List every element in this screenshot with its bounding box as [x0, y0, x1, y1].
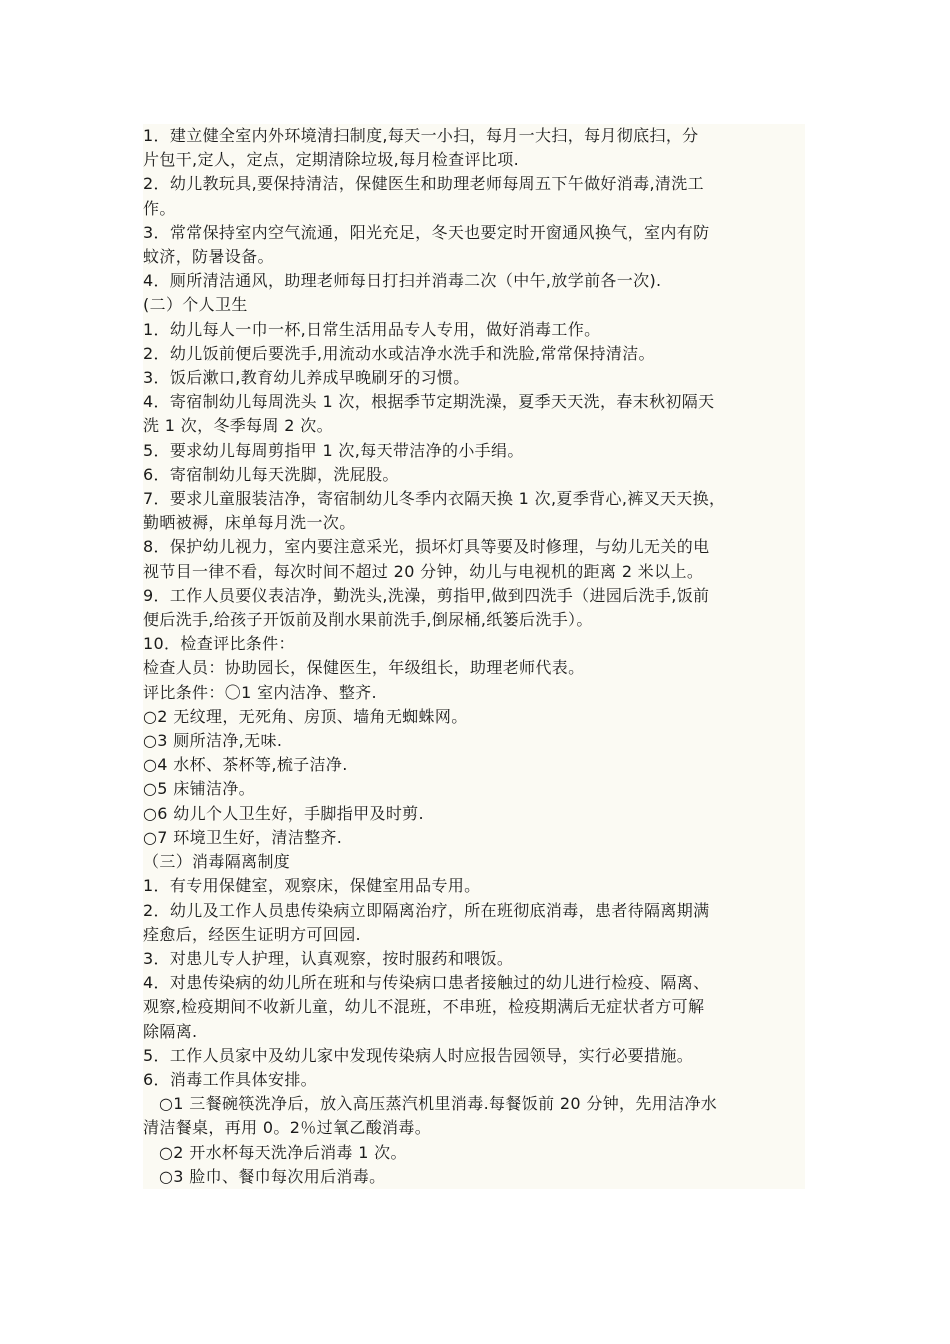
text-line: ○3 厕所洁净,无味.: [143, 731, 283, 751]
text-line: ○7 环境卫生好，清洁整齐.: [143, 827, 343, 847]
text-line: 作。: [143, 198, 176, 218]
text-line: 8．保护幼儿视力，室内要注意采光，损坏灯具等要及时修理，与幼儿无关的电: [143, 537, 710, 557]
text-line: 片包干,定人，定点，定期清除垃圾,每月检查评比项.: [143, 150, 520, 170]
text-line: ○6 幼儿个人卫生好，手脚指甲及时剪.: [143, 803, 424, 823]
text-line: 检查人员：协助园长，保健医生，年级组长，助理老师代表。: [143, 658, 585, 678]
text-line: 清洁餐桌，再用 0。2％过氧乙酸消毒。: [143, 1118, 432, 1138]
text-line: 3．常常保持室内空气流通，阳光充足，冬天也要定时开窗通风换气，室内有防: [143, 222, 710, 242]
text-line: 便后洗手,给孩子开饭前及削水果前洗手,倒尿桶,纸篓后洗手）。: [143, 610, 593, 630]
text-line: 9．工作人员要仪表洁净，勤洗头,洗澡，剪指甲,做到四洗手（进园后洗手,饭前: [143, 585, 710, 605]
text-line: 3．对患儿专人护理，认真观察，按时服药和喂饭。: [143, 948, 514, 968]
text-line: 2．幼儿及工作人员患传染病立即隔离治疗，所在班彻底消毒，患者待隔离期满: [143, 900, 710, 920]
text-line: 1．有专用保健室，观察床，保健室用品专用。: [143, 876, 481, 896]
text-line: 除隔离.: [143, 1021, 198, 1041]
text-line: 6．消毒工作具体安排。: [143, 1069, 318, 1089]
text-line: (二）个人卫生: [143, 295, 248, 315]
text-line: 7．要求儿童服装洁净，寄宿制幼儿冬季内衣隔天换 1 次,夏季背心,裤叉天天换，: [143, 489, 726, 509]
text-line: ○2 无纹理，无死角、房顶、墙角无蜘蛛网。: [143, 706, 468, 726]
text-line: 4．厕所清洁通风，助理老师每日打扫并消毒二次（中午,放学前各一次).: [143, 271, 662, 291]
text-line: 2．幼儿教玩具,要保持清洁，保健医生和助理老师每周五下午做好消毒,清洗工: [143, 174, 704, 194]
text-line: 5．工作人员家中及幼儿家中发现传染病人时应报告园领导，实行必要措施。: [143, 1045, 694, 1065]
text-line: ○4 水杯、茶杯等,梳子洁净.: [143, 755, 348, 775]
text-line: ○1 三餐碗筷洗净后，放入高压蒸汽机里消毒.每餐饭前 20 分钟，先用洁净水: [159, 1094, 718, 1114]
text-line: 10．检查评比条件：: [143, 634, 295, 654]
text-line: 观察,检疫期间不收新儿童，幼儿不混班，不串班，检疫期满后无症状者方可解: [143, 997, 705, 1017]
text-line: （三）消毒隔离制度: [143, 852, 291, 872]
text-line: 痊愈后，经医生证明方可回园.: [143, 924, 361, 944]
text-line: ○5 床铺洁净。: [143, 779, 256, 799]
text-line: 1．幼儿每人一巾一杯,日常生活用品专人专用，做好消毒工作。: [143, 319, 601, 339]
text-line: ○2 开水杯每天洗净后消毒 1 次。: [159, 1142, 407, 1162]
text-line: 洗 1 次，冬季每周 2 次。: [143, 416, 333, 436]
text-line: ○3 脸巾、餐巾每次用后消毒。: [159, 1166, 386, 1186]
text-line: 5．要求幼儿每周剪指甲 1 次,每天带洁净的小手绢。: [143, 440, 524, 460]
text-line: 勤晒被褥，床单每月洗一次。: [143, 513, 356, 533]
text-line: 6．寄宿制幼儿每天洗脚，洗屁股。: [143, 464, 399, 484]
document-page: [143, 124, 805, 1189]
text-line: 蚊济，防暑设备。: [143, 247, 274, 267]
text-line: 4．寄宿制幼儿每周洗头 1 次，根据季节定期洗澡，夏季天天洗，春末秋初隔天: [143, 392, 715, 412]
text-line: 视节目一律不看，每次时间不超过 20 分钟，幼儿与电视机的距离 2 米以上。: [143, 561, 704, 581]
text-line: 4．对患传染病的幼儿所在班和与传染病口患者接触过的幼儿进行检疫、隔离、: [143, 973, 710, 993]
text-line: 评比条件：〇1 室内洁净、整齐.: [143, 682, 377, 702]
text-line: 1．建立健全室内外环境清扫制度,每天一小扫，每月一大扫，每月彻底扫，分: [143, 126, 699, 145]
text-line: 2．幼儿饭前便后要洗手,用流动水或洁净水洗手和洗脸,常常保持清洁。: [143, 343, 655, 363]
text-line: 3．饭后漱口,教育幼儿养成早晚刷牙的习惯。: [143, 368, 470, 388]
